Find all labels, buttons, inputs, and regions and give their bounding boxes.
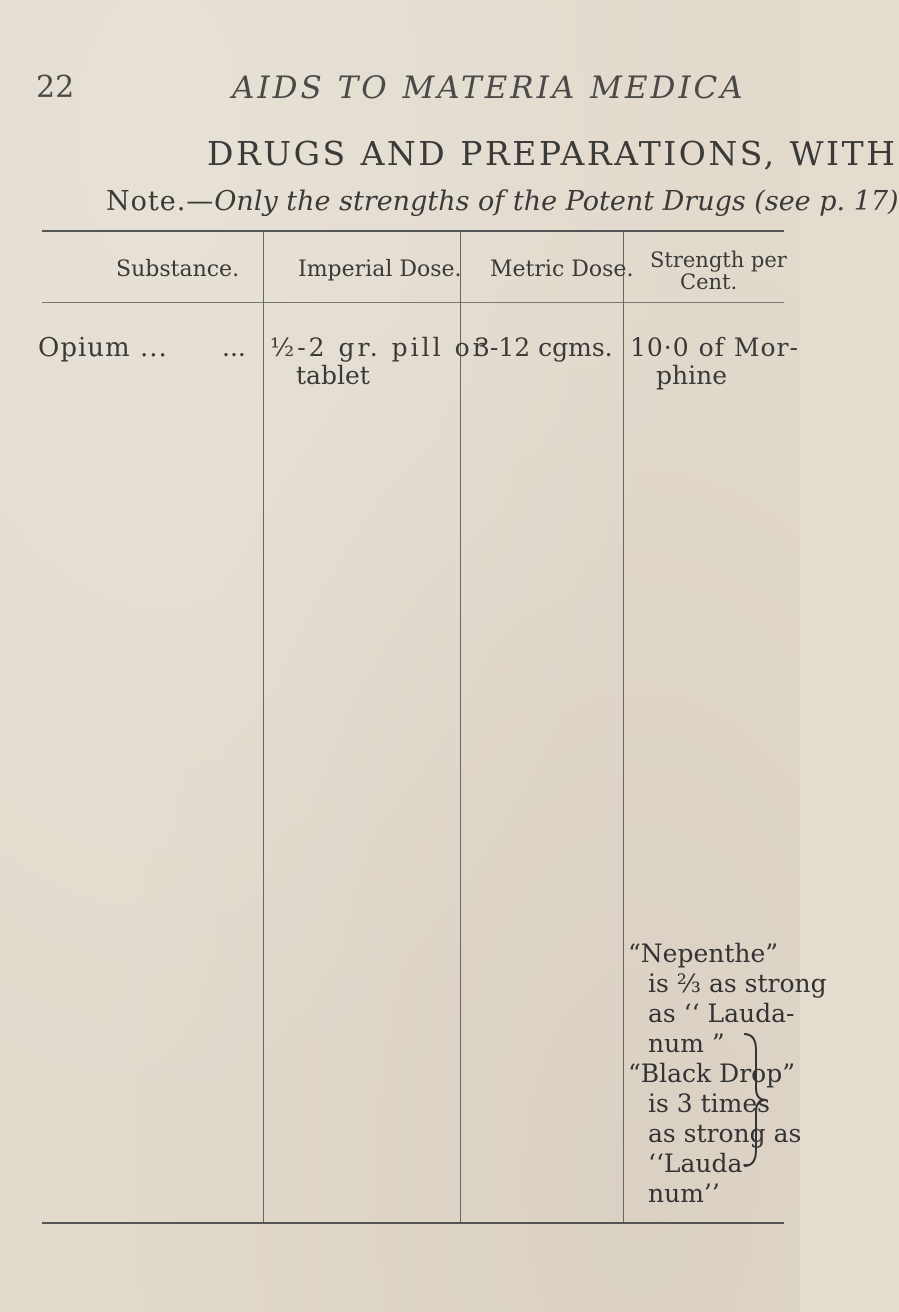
row-leader-dots: ...	[222, 333, 246, 362]
row-substance: Opium ...	[38, 333, 168, 363]
note-text: Only the strengths of the Potent Drugs (see p. 17)	[214, 186, 899, 217]
strength-note-line: as strong as	[648, 1119, 802, 1148]
strength-note-line: num’’	[648, 1179, 720, 1208]
row-strength-line2: phine	[656, 361, 727, 390]
strength-note-line: “Black Drop”	[628, 1059, 795, 1088]
header-strength-line1: Strength per	[650, 248, 787, 272]
table-bottom-rule	[42, 1222, 784, 1224]
header-metric-dose: Metric Dose.	[490, 257, 634, 282]
column-divider-2	[460, 232, 461, 1222]
strength-note-line: is 3 times	[648, 1089, 770, 1118]
row-imperial-dose-line2: tablet	[296, 361, 370, 390]
right-brace	[740, 1030, 770, 1170]
note-label: Note.—	[106, 186, 215, 217]
row-imperial-dose-line1: ½-2 gr. pill or	[270, 333, 488, 362]
book-title: AIDS TO MATERIA MEDICA	[232, 70, 746, 106]
header-strength-line2: Cent.	[680, 270, 738, 294]
strength-notes	[628, 939, 827, 1209]
strength-note-line: ‘‘Lauda-	[648, 1149, 751, 1178]
column-divider-3	[623, 232, 624, 1222]
table-top-rule	[42, 230, 784, 232]
header-substance: Substance.	[116, 257, 240, 282]
column-divider-1	[263, 232, 264, 1222]
page-number: 22	[36, 70, 75, 105]
header-imperial-dose: Imperial Dose.	[298, 257, 462, 282]
strength-note-line: “Nepenthe”	[628, 939, 779, 968]
running-head	[0, 70, 800, 110]
strength-note-line: as ‘‘ Lauda-	[648, 999, 795, 1028]
row-metric-dose: 3-12 cgms.	[474, 333, 613, 362]
note	[106, 186, 899, 217]
strength-note-line: num ”	[648, 1029, 725, 1058]
header-bottom-rule	[42, 302, 784, 303]
row-strength-line1: 10·0 of Mor-	[630, 333, 799, 362]
section-title: DRUGS AND PREPARATIONS, WITH	[207, 134, 898, 173]
strength-note-line: is ⅔ as strong	[648, 969, 827, 998]
